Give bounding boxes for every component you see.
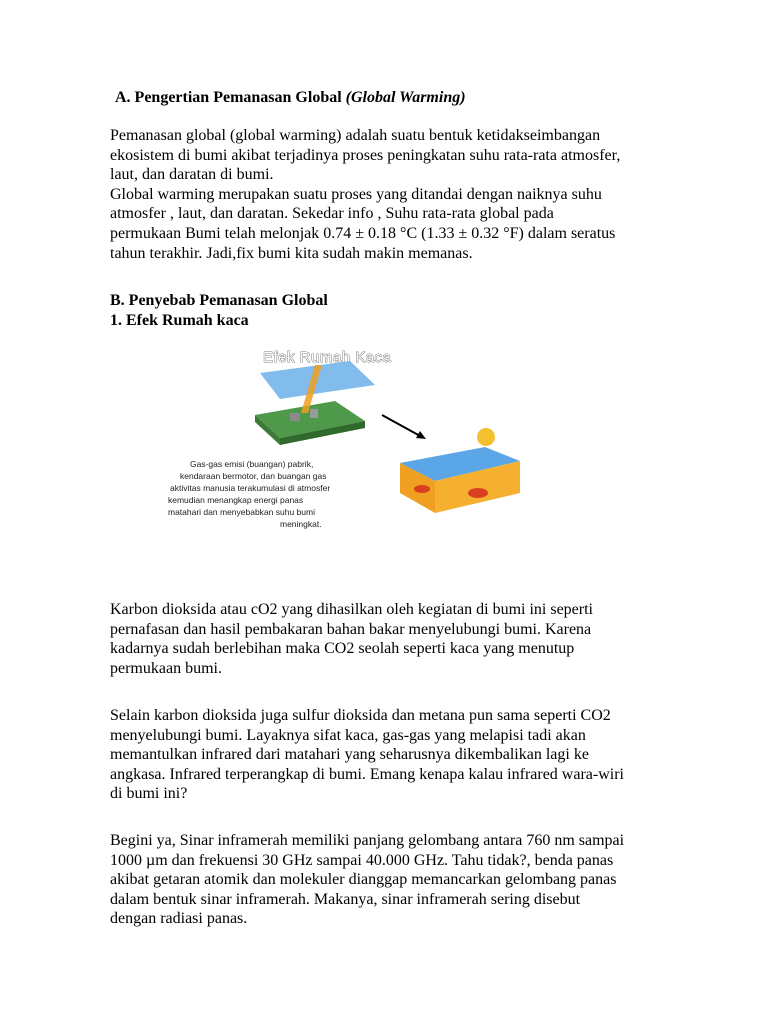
paragraph-line: menyelubungi bumi. Layaknya sifat kaca, gas-gas yang melapisi tadi akan: [110, 726, 586, 744]
paragraph-line: dalam bentuk sinar inframerah. Makanya, sinar inframerah sering disebut: [110, 890, 581, 908]
section-b-subheading: 1. Efek Rumah kaca: [110, 312, 249, 329]
paragraph-line: ekosistem di bumi akibat terjadinya proses peningkatan suhu rata-rata atmosfer,: [110, 146, 621, 164]
paragraph-line: Begini ya, Sinar inframerah memiliki panjang gelombang antara 760 nm sampai: [110, 832, 625, 849]
paragraph-line: 1000 µm dan frekuensi 30 GHz sampai 40.000 GHz. Tahu tidak?, benda panas: [110, 851, 614, 869]
figure-caption-line: kemudian menangkap energi panas: [168, 495, 304, 505]
paragraph-line: atmosfer , laut, dan daratan. Sekedar info , Suhu rata-rata global pada: [110, 205, 554, 223]
paragraph-line: Global warming merupakan suatu proses yang ditandai dengan naiknya suhu: [110, 185, 602, 203]
greenhouse-illustration: [160, 343, 540, 538]
paragraph-line: angkasa. Infrared terperangkap di bumi. Emang kenapa kalau infrared wara-wiri: [110, 765, 624, 783]
section-b-heading: B. Penyebab Pemanasan Global: [110, 292, 328, 309]
paragraph-line: akibat getaran atomik dan molekuler dianggap memancarkan gelombang panas: [110, 871, 617, 889]
paragraph-line: Pemanasan global (global warming) adalah suatu bentuk ketidakseimbangan: [110, 127, 601, 144]
figure-caption-line: Gas-gas emisi (buangan) pabrik,: [190, 459, 314, 469]
paragraph-line: permukaan bumi.: [110, 659, 222, 677]
factory-icon: [310, 409, 318, 418]
paragraph-line: pernafasan dan hasil pembakaran bahan bakar menyelubungi bumi. Karena: [110, 620, 592, 638]
heat-spot: [414, 485, 430, 493]
heat-spot: [468, 488, 488, 498]
section-a-heading-italic: (Global Warming): [345, 89, 466, 106]
paragraph-line: kadarnya sudah berlebihan maka CO2 seolah seperti kaca yang menutup: [110, 640, 575, 658]
paragraph-line: di bumi ini?: [110, 785, 188, 803]
figure-caption-line: kendaraan bermotor, dan buangan gas: [180, 471, 327, 481]
factory-icon: [290, 413, 300, 421]
paragraph-other-gases: [110, 706, 710, 804]
paragraph-line: Selain karbon dioksida juga sulfur dioksida dan metana pun sama seperti CO2: [110, 707, 611, 724]
figure-title: Efek Rumah Kaca: [263, 349, 392, 366]
sun-icon: [477, 428, 495, 446]
figure-caption-line: meningkat.: [280, 519, 322, 529]
paragraph-co2: [110, 600, 710, 678]
section-a-heading: A. Pengertian Pemanasan Global (Global Warming): [115, 89, 466, 106]
section-a-paragraph: [110, 126, 710, 263]
paragraph-infrared: [110, 831, 710, 929]
paragraph-line: memantulkan infrared dari matahari yang seharusnya dikembalikan lagi ke: [110, 746, 589, 764]
figure-caption-line: matahari dan menyebabkan suhu bumi: [168, 507, 315, 517]
paragraph-line: Karbon dioksida atau cO2 yang dihasilkan oleh kegiatan di bumi ini seperti: [110, 601, 593, 618]
paragraph-line: tahun terakhir. Jadi,fix bumi kita sudah makin memanas.: [110, 244, 473, 262]
greenhouse-effect-figure: [160, 343, 540, 538]
paragraph-line: permukaan Bumi telah melonjak 0.74 ± 0.18 °C (1.33 ± 0.32 °F) dalam seratus: [110, 224, 616, 242]
arrow-icon: [382, 415, 422, 437]
paragraph-line: dengan radiasi panas.: [110, 910, 248, 928]
figure-caption-line: aktivitas manusia terakumulasi di atmosfer: [170, 483, 331, 493]
paragraph-line: laut, dan daratan di bumi.: [110, 166, 274, 184]
